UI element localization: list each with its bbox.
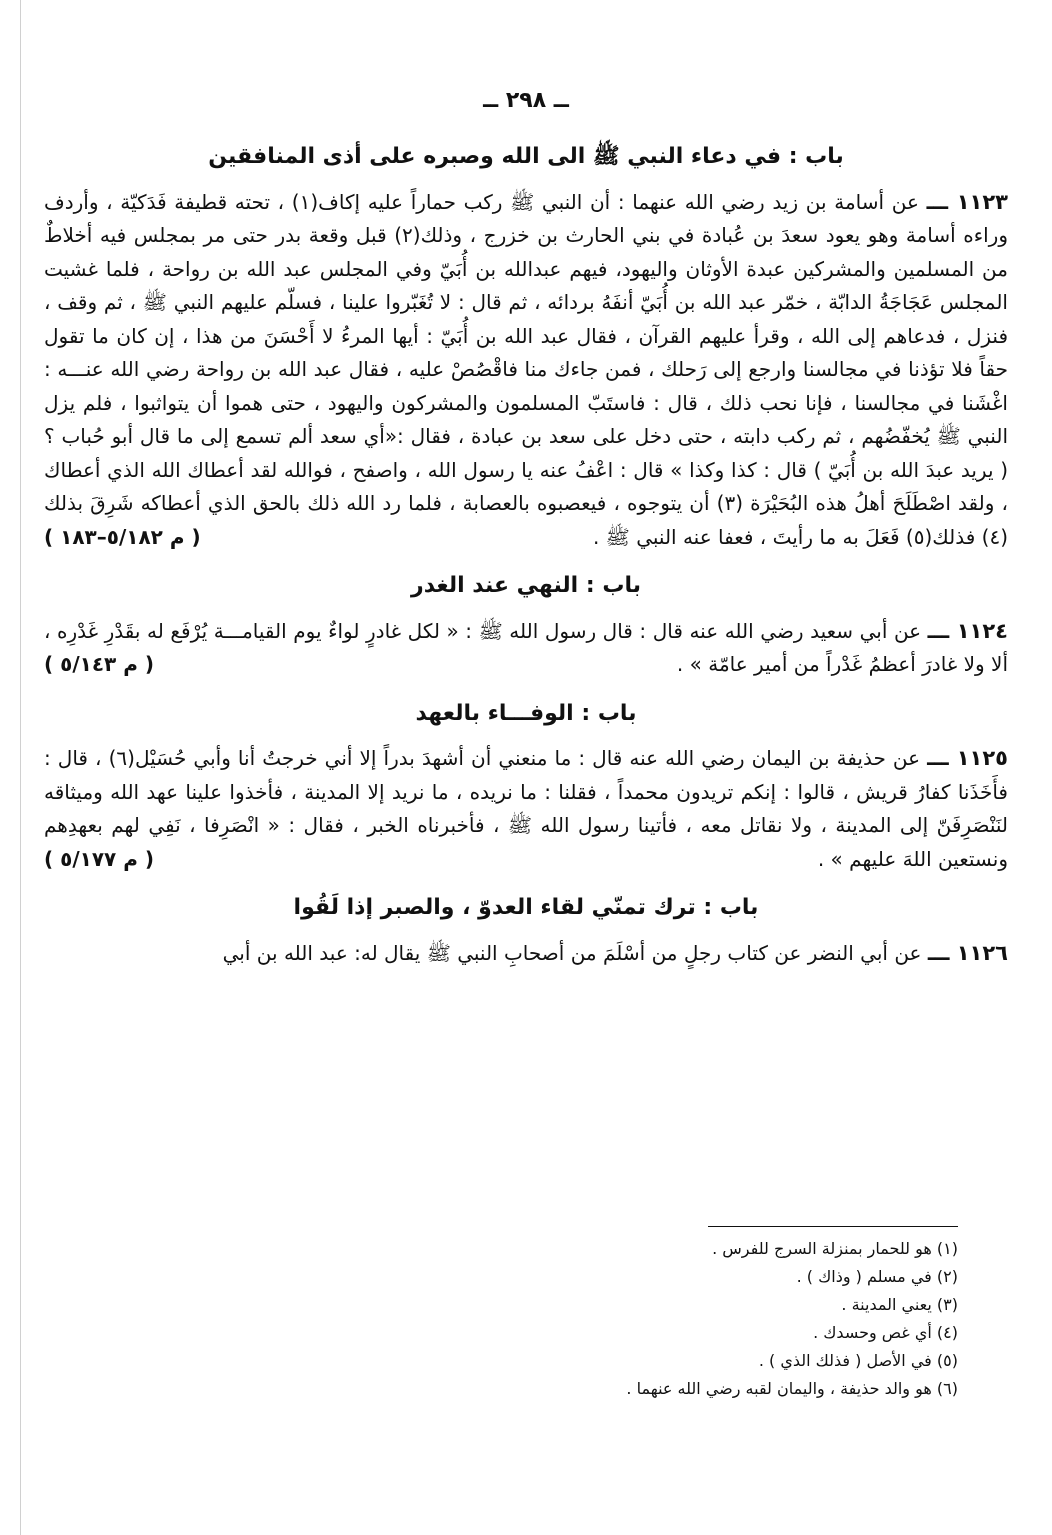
- chapter-title: باب : الوفـــاء بالعهد: [415, 700, 637, 726]
- hadith-1123: [44, 186, 1008, 555]
- chapter-title: باب : ترك تمنّي لقاء العدوّ ، والصبر إذا لَقُوا: [293, 895, 759, 921]
- hadith-text: عن حذيفة بن اليمان رضي الله عنه قال : ما منعني أن أشهدَ بدراً إلا أني خرجتُ أنا وأبي حُسَيْل(٦) ، قال : فأَخَذَنا كفارُ قريش ، قالوا : إنكم تريدون محمداً ، فقلنا : ما نريده ، ما نريد إلا المدينة ، فأخذوا علينا عهد الله وميثاقه لنَنْصَرِفَنّ إلى المدينة ، ولا نقاتل معه ، فأتينا رسول الله ﷺ ، فأخبرناه الخبر ، فقال : « انْصَرِفا ، نَفِي لهم بعهدِهم ونستعين اللهَ عليهم » .: [44, 746, 1008, 871]
- chapter-2: [44, 572, 1008, 682]
- hadith-text: عن أبي سعيد رضي الله عنه قال : قال رسول الله ﷺ : « لكل غادرٍ لواءٌ يوم القيامـــة يُرْفَع له بقَدْرِ غَدْرِه ، ألا ولا غادرَ أعظمُ غَدْراً من أمير عامّة » .: [44, 618, 1008, 677]
- chapter-4: [44, 894, 1008, 970]
- chapter-title: باب : النهي عند الغدر: [411, 573, 641, 599]
- footnote-divider: [708, 1226, 958, 1227]
- footnote-3: (٣) يعني المدينة .: [841, 1295, 958, 1314]
- hadith-number: ١١٢٤ ـــ: [927, 618, 1008, 643]
- hadith-text: عن أسامة بن زيد رضي الله عنهما : أن النبي ﷺ ركب حماراً عليه إكاف(١) ، تحته قطيفة فَدَكيّة ، وأردف وراءه أسامة وهو يعود سعدَ بن عُبادة في بني الحارث بن خزرج ، وذلك(٢) قبل وقعة بدر حتى مر بمجلس فيه أخلاطٌ من المسلمين والمشركين عبدة الأوثان واليهود، فيهم عبدالله بن أُبَيّ وفي المجلس عبد الله بن رواحة ، فلما غشيت المجلس عَجَاجَةُ الدابّة ، خمّر عبد الله بن أُبَيّ أنفَهُ بردائه ، ثم قال : لا تُغَبّروا علينا ، فسلّم عليهم النبي ﷺ ، ثم وقف ، فنزل ، فدعاهم إلى الله ، وقرأ عليهم القرآن ، فقال عبد الله بن أُبَيّ : أيها المرءُ لا أَحْسَنَ من هذا ، إن كان ما تقول حقاً فلا تؤذنا في مجالسنا وارجع إلى رَحلك ، فمن جاءك منا فاقْصُصْ عليه ، فقال عبد الله بن رواحة رضي الله عنـــه : اغْشَنا في مجالسنا ، فإنا نحب ذلك ، قال : فاستَبّ المسلمون والمشركون واليهود ، حتى هموا أن يتواثبوا ، فلم يزل النبي ﷺ يُخفّضُهم ، ثم ركب دابته ، حتى دخل على سعد بن عبادة ، فقال :«أي سعد ألم تسمع إلى ما قال أبو حُباب ؟ ( يريد عبدَ الله بن أُبَيّ ) قال : كذا وكذا » قال : اعْفُ عنه يا رسول الله ، واصفح ، فوالله لقد أعطاك الله الذي أعطاك ، ولقد اصْطَلَحَ أهلُ هذه البُحَيْرَة (٣) أن يتوجوه ، فيعصبوه بالعصابة ، فلما رد الله ذلك بالحق الذي أعطاكه شَرِقَ بذلك (٤) فذلك(٥) فَعَلَ به ما رأيتَ ، فعفا عنه النبي ﷺ .: [44, 189, 1008, 549]
- chapter-3: [44, 700, 1008, 877]
- hadith-text: عن أبي النضر عن كتاب رجلٍ من أسْلَمَ من أصحابِ النبي ﷺ يقال له: عبد الله بن أبي: [222, 940, 922, 965]
- footnote-4: (٤) أي غص وحسدك .: [813, 1323, 958, 1342]
- page-number: ــ ٢٩٨ ــ: [483, 88, 569, 113]
- chapter-title: باب : في دعاء النبي ﷺ الى الله وصبره على أذى المنافقين: [208, 144, 844, 169]
- hadith-number: ١١٢٦ ـــ: [927, 940, 1008, 965]
- hadith-reference: ( م ٥/١٨٢–١٨٣ ): [44, 524, 201, 549]
- footnote-5: (٥) في الأصل ( فذلك الذي ) .: [758, 1351, 958, 1370]
- page-edge: [20, 0, 21, 1535]
- footnotes: [38, 1226, 958, 1403]
- footnote-1: (١) هو للحمار بمنزلة السرج للفرس .: [712, 1239, 958, 1258]
- footnote-6: (٦) هو والد حذيفة ، واليمان لقبه رضي الله عنهما .: [626, 1379, 958, 1398]
- hadith-reference: ( م ٥/١٤٣ ): [44, 652, 154, 677]
- hadith-1126: [44, 937, 1008, 971]
- hadith-number: ١١٢٥ ـــ: [927, 746, 1008, 771]
- hadith-1124: [44, 615, 1008, 682]
- chapter-1: [44, 143, 1008, 554]
- hadith-number: ١١٢٣ ـــ: [926, 189, 1008, 214]
- hadith-1125: [44, 742, 1008, 876]
- footnote-2: (٢) في مسلم ( وذاك ) .: [796, 1267, 958, 1286]
- hadith-reference: ( م ٥/١٧٧ ): [44, 846, 154, 871]
